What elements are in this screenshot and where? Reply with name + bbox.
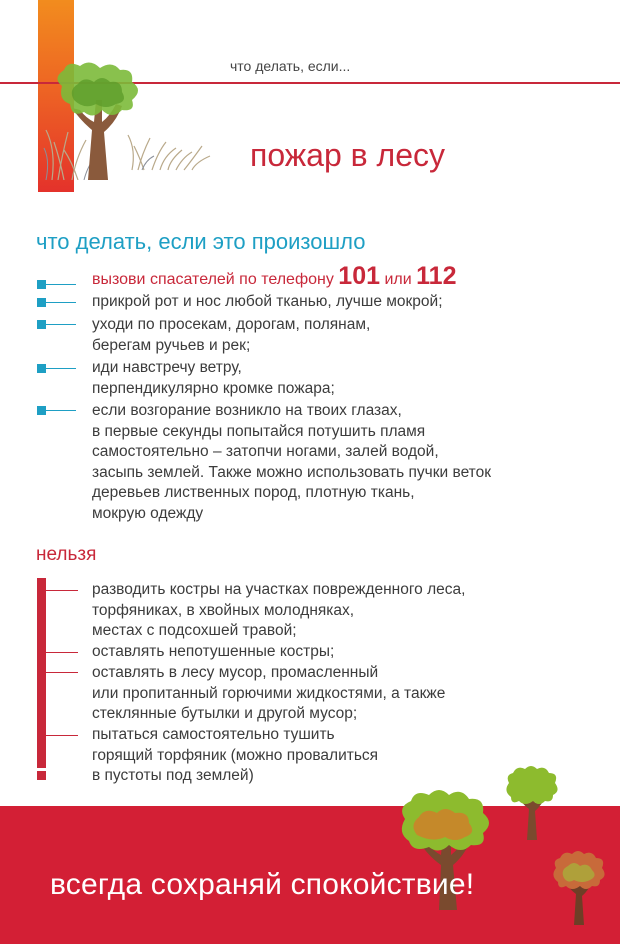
or-text: или bbox=[384, 271, 412, 288]
list-item: иди навстречу ветру, перпендикулярно кромке пожара; bbox=[92, 359, 335, 397]
tick-mark bbox=[46, 652, 78, 653]
list-item: уходи по просекам, дорогам, полянам, берегам ручьев и рек; bbox=[92, 316, 371, 354]
phone-number-112: 112 bbox=[416, 262, 457, 290]
list-item: прикрой рот и нос любой тканью, лучше мокрой; bbox=[92, 293, 443, 310]
tick-mark bbox=[46, 735, 78, 736]
footer-slogan: всегда сохраняй спокойствие! bbox=[50, 868, 475, 901]
tree-illustration bbox=[503, 765, 559, 840]
call-text: вызови спасателей по телефону bbox=[92, 271, 334, 288]
section-heading-forbidden: нельзя bbox=[36, 544, 97, 565]
list-item: если возгорание возникло на твоих глазах, в первые секунды попытайся потушить пламя самостоятельно – затопчи ногами, залей водой, засыпь землей. Также можно использовать пучки веток деревьев лиственных пород, плотную ткань, мокрую одежду bbox=[92, 402, 491, 522]
bullet-marker bbox=[37, 320, 46, 329]
tick-mark bbox=[46, 590, 78, 591]
bullet-marker bbox=[37, 280, 46, 289]
forbidden-side-bar bbox=[37, 578, 46, 768]
bullet-marker bbox=[37, 771, 46, 780]
page-subtitle: что делать, если... bbox=[230, 58, 351, 74]
page-title: пожар в лесу bbox=[250, 137, 446, 173]
tree-illustration bbox=[50, 60, 150, 180]
list-item: пытаться самостоятельно тушить горящий торфяник (можно провалиться в пустоты под землей) bbox=[92, 726, 379, 784]
bullet-marker bbox=[37, 298, 46, 307]
section-heading-what-to-do: что делать, если это произошло bbox=[36, 229, 366, 254]
list-item: оставлять непотушенные костры; bbox=[92, 643, 335, 660]
tree-illustration bbox=[550, 850, 608, 925]
list-item: разводить костры на участках поврежденного леса, торфяниках, в хвойных молодняках, местах с подсохшей травой; bbox=[92, 581, 466, 639]
bullet-marker bbox=[37, 364, 46, 373]
bullet-marker bbox=[37, 406, 46, 415]
list-item-call-rescue bbox=[92, 262, 457, 291]
phone-number-101: 101 bbox=[338, 262, 381, 290]
tick-mark bbox=[46, 672, 78, 673]
list-item: оставлять в лесу мусор, промасленный или пропитанный горючими жидкостями, а также стеклянные бутылки и другой мусор; bbox=[92, 664, 446, 722]
